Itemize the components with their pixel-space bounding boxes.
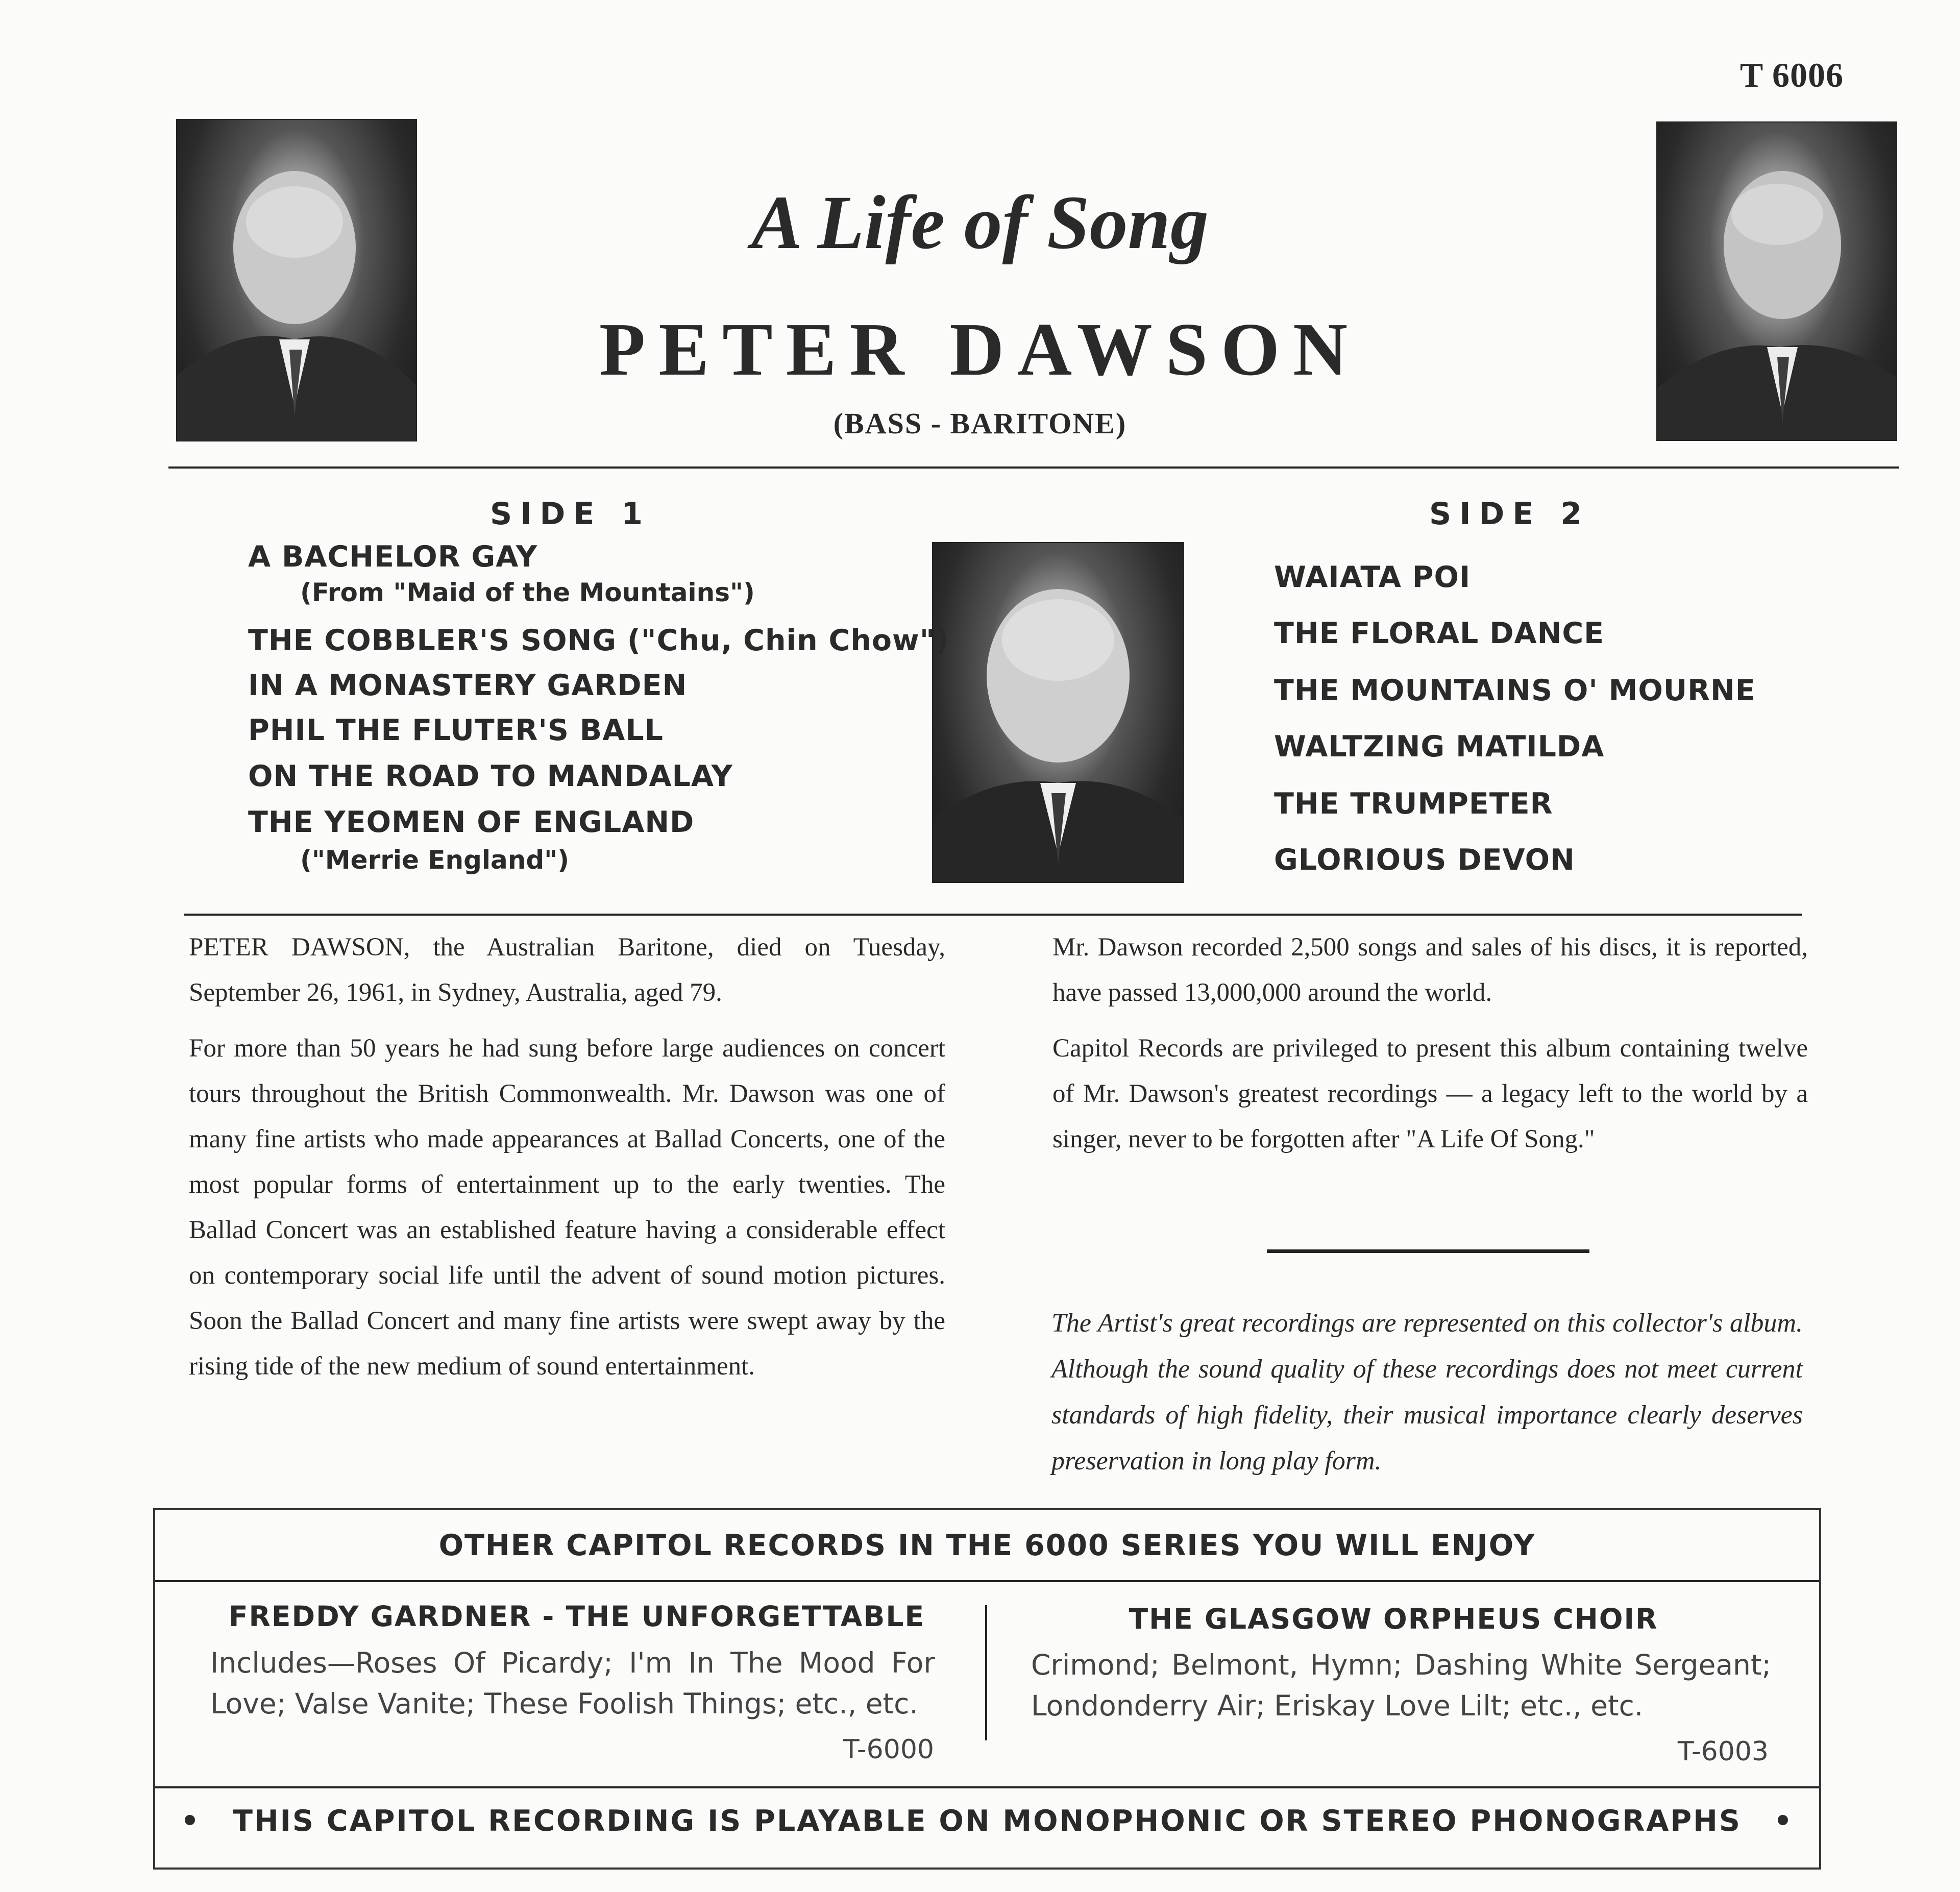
track-list-item: WAIATA POI <box>1274 560 1471 594</box>
record-catalog-number: T-6003 <box>1677 1736 1769 1767</box>
portrait-photo-center <box>932 542 1184 883</box>
track-list-item: THE FLORAL DANCE <box>1274 617 1605 650</box>
track-list-item: PHIL THE FLUTER'S BALL <box>248 714 664 747</box>
record-catalog-number: T-6000 <box>843 1734 934 1765</box>
playback-notice <box>153 1804 1821 1838</box>
album-title: A Life of Song <box>751 180 1209 265</box>
track-list-item: A BACHELOR GAY <box>248 540 538 574</box>
divider-short <box>1267 1249 1589 1253</box>
disclaimer: The Artist's great recordings are represented on this collector's album. Although the sound quality of these recordings does not meet current standards of high fidelity, their musical importance clearly deserves preservation in long play form. <box>1051 1309 1803 1476</box>
track-list-item: IN A MONASTERY GARDEN <box>248 669 688 702</box>
record-description: Includes—Roses Of Picardy; I'm In The Mood For Love; Valse Vanite; These Foolish Things; etc., etc. <box>210 1647 935 1720</box>
portrait-photo-right <box>1656 121 1897 441</box>
portrait-photo-left <box>176 119 417 441</box>
divider-middle <box>184 914 1802 916</box>
liner-notes-right <box>1052 925 1808 1162</box>
other-records-heading: OTHER CAPITOL RECORDS IN THE 6000 SERIES YOU WILL ENJOY <box>438 1529 1536 1562</box>
record-title: FREDDY GARDNER - THE UNFORGETTABLE <box>228 1600 925 1633</box>
track-list-item: GLORIOUS DEVON <box>1274 843 1575 877</box>
liner-notes-left <box>189 925 945 1389</box>
track-list-item: THE COBBLER'S SONG ("Chu, Chin Chow") <box>248 624 949 657</box>
track-list-item: WALTZING MATILDA <box>1274 730 1605 764</box>
box-column-divider <box>985 1605 987 1740</box>
liner-paragraph: For more than 50 years he had sung before large audiences on concert tours throughout the British Commonwealth. Mr. Dawson was one of many fine artists who made appearances at Ballad Concerts, one of the most popular forms of entertainment up to the early twenties. The Ballad Concert was an established feature having a considerable effect on contemporary social life until the advent of sound motion pictures. Soon the Ballad Concert and many fine artists were swept away by the rising tide of the new medium of sound entertainment. <box>189 1034 945 1381</box>
side-1-heading: SIDE 1 <box>490 496 651 532</box>
track-note: (From "Maid of the Mountains") <box>300 578 755 607</box>
bullet: • <box>1773 1804 1794 1838</box>
liner-paragraph: PETER DAWSON, the Australian Baritone, died on Tuesday, September 26, 1961, in Sydney, Australia, aged 79. <box>189 933 945 1007</box>
record-title: THE GLASGOW ORPHEUS CHOIR <box>1129 1603 1658 1635</box>
divider-top <box>168 466 1899 469</box>
box-divider-bottom <box>155 1786 1819 1788</box>
playback-notice-text: THIS CAPITOL RECORDING IS PLAYABLE ON MONOPHONIC OR STEREO PHONOGRAPHS <box>233 1804 1742 1838</box>
liner-paragraph: Capitol Records are privileged to present this album containing twelve of Mr. Dawson's greatest recordings — a legacy left to the world by a singer, never to be forgotten after "A Life Of Song." <box>1052 1034 1808 1153</box>
track-list-item: THE TRUMPETER <box>1274 787 1553 821</box>
voice-type: (BASS - BARITONE) <box>833 407 1127 440</box>
bullet: • <box>180 1804 201 1838</box>
liner-paragraph: Mr. Dawson recorded 2,500 songs and sales of his discs, it is reported, have passed 13,000,000 around the world. <box>1052 933 1808 1007</box>
side-2-heading: SIDE 2 <box>1429 496 1590 532</box>
artist-name: PETER DAWSON <box>599 308 1361 391</box>
track-note: ("Merrie England") <box>300 845 570 875</box>
track-list-item: THE MOUNTAINS O' MOURNE <box>1274 674 1756 707</box>
record-description: Crimond; Belmont, Hymn; Dashing White Sergeant; Londonderry Air; Eriskay Love Lilt; etc., etc. <box>1031 1649 1771 1722</box>
track-list-item: THE YEOMEN OF ENGLAND <box>248 805 695 839</box>
track-list-item: ON THE ROAD TO MANDALAY <box>248 759 733 793</box>
box-divider-top <box>155 1580 1819 1582</box>
catalog-number: T 6006 <box>1739 56 1844 94</box>
